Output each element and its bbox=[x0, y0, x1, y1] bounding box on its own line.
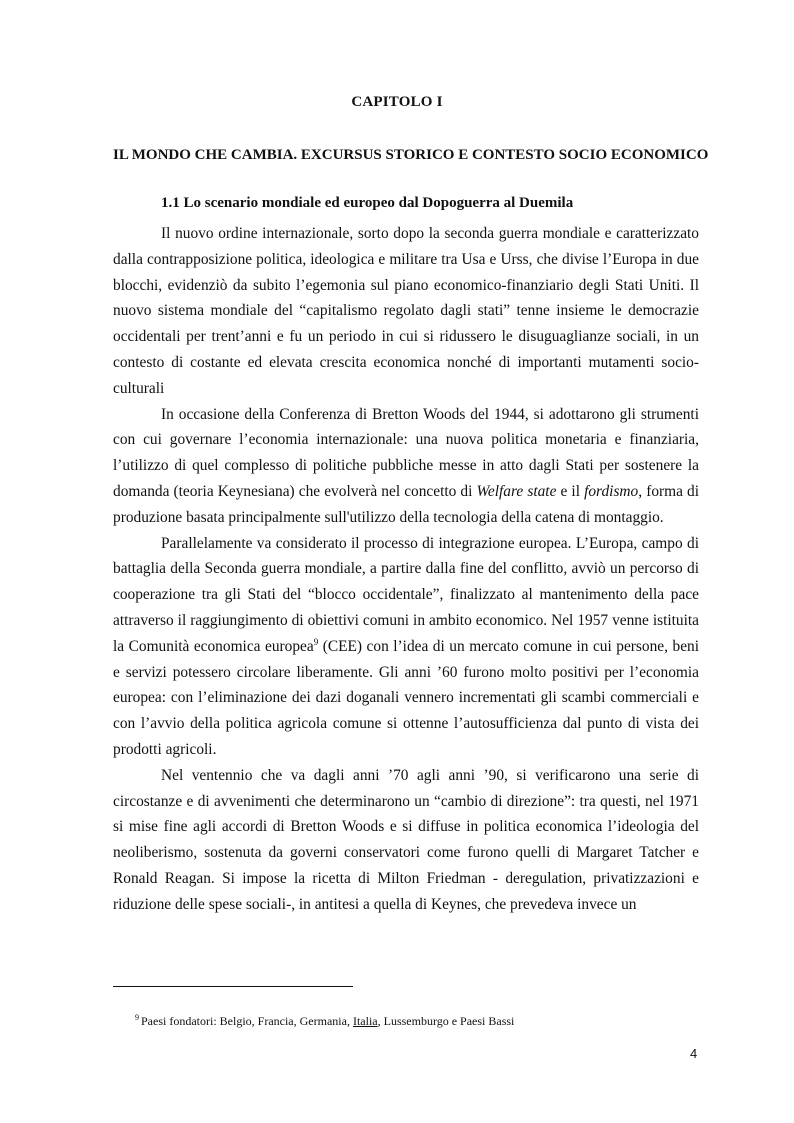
footnote-text-b: , Lussemburgo e Paesi Bassi bbox=[377, 1014, 515, 1028]
paragraph-2-emphasis-welfare: Welfare state bbox=[476, 482, 557, 500]
paragraph-2-emphasis-fordismo: fordismo bbox=[584, 482, 639, 500]
paragraph-3-text-a: Parallelamente va considerato il processo di integrazione europea. L’Europa, campo di battaglia della Seconda guerra mondiale, a partire dalla fine del conflitto, avviò un percorso di cooperazione tra gli Stati del “blocco occidentale”, finalizzato al mantenimento della pace attraverso il raggiungimento di obiettivi comuni in ambito economico. Nel 1957 venne istituita la Comunità economica europea bbox=[113, 534, 699, 655]
footnote bbox=[135, 1014, 514, 1029]
paragraph-2 bbox=[113, 402, 699, 531]
section-heading: 1.1 Lo scenario mondiale ed europeo dal Dopoguerra al Duemila bbox=[161, 195, 574, 211]
paragraph-3 bbox=[113, 531, 699, 763]
footnote-reference[interactable]: 9 bbox=[313, 636, 319, 647]
footnote-number: 9 bbox=[135, 1013, 139, 1022]
paragraph-1: Il nuovo ordine internazionale, sorto dopo la seconda guerra mondiale e caratterizzato dalla contrapposizione politica, ideologica e militare tra Usa e Urss, che divise l’Europa in due blocchi, evidenziò da subito l’egemonia sul piano economico-finanziario degli Stati Uniti. Il nuovo sistema mondiale del “capitalismo regolato dagli stati” tenne insieme le democrazie occidentali per trent’anni e fu un periodo in cui si ridussero le disuguaglianze sociali, in un contesto di costante ed elevata crescita economica nonché di importanti mutamenti socio-culturali bbox=[113, 225, 699, 397]
footnote-link-italia[interactable]: Italia bbox=[352, 1014, 378, 1028]
body-text bbox=[113, 221, 699, 918]
footnote-separator bbox=[113, 986, 353, 987]
paragraph-2-text-a: In occasione della Conferenza di Bretton Woods del 1944, si adottarono gli strumenti con cui governare l’economia internazionale: una nuova politica monetaria e finanziaria, l’utilizzo di quel complesso di politiche pubbliche messe in atto dagli Stati per sostenere la domanda (teoria Keynesiana) che evolverà nel concetto di bbox=[113, 405, 699, 500]
footnote-text-a: Paesi fondatori: Belgio, Francia, Germania, bbox=[141, 1014, 353, 1028]
chapter-label: CAPITOLO I bbox=[351, 94, 443, 110]
paragraph-2-text-b: e il bbox=[556, 482, 585, 500]
chapter-title: IL MONDO CHE CAMBIA. EXCURSUS STORICO E CONTESTO SOCIO ECONOMICO bbox=[113, 147, 709, 163]
page-number: 4 bbox=[690, 1046, 698, 1061]
paragraph-3-text-b: (CEE) con l’idea di un mercato comune in cui persone, beni e servizi potessero circolare liberamente. Gli anni ’60 furono molto positivi per l’economia europea: con l’eliminazione dei dazi doganali vennero incrementati gli scambi commerciali e con l’avvio della politica agricola comune si ottenne l’autosufficienza dal punto di vista dei prodotti agricoli. bbox=[113, 637, 699, 758]
paragraph-4: Nel ventennio che va dagli anni ’70 agli anni ’90, si verificarono una serie di circostanze e di avvenimenti che determinarono un “cambio di direzione”: tra questi, nel 1971 si mise fine agli accordi di Bretton Woods e si diffuse in politica economica l’ideologia del neoliberismo, sostenuta da governi conservatori come furono quelli di Margaret Tatcher e Ronald Reagan. Si impose la ricetta di Milton Friedman - deregulation, privatizzazioni e riduzione delle spese sociali-, in antitesi a quella di Keynes, che prevedeva invece un bbox=[113, 766, 699, 913]
paragraph-2-text-c: , forma di produzione basata principalmente sull'utilizzo della tecnologia della catena di montaggio. bbox=[113, 482, 700, 526]
